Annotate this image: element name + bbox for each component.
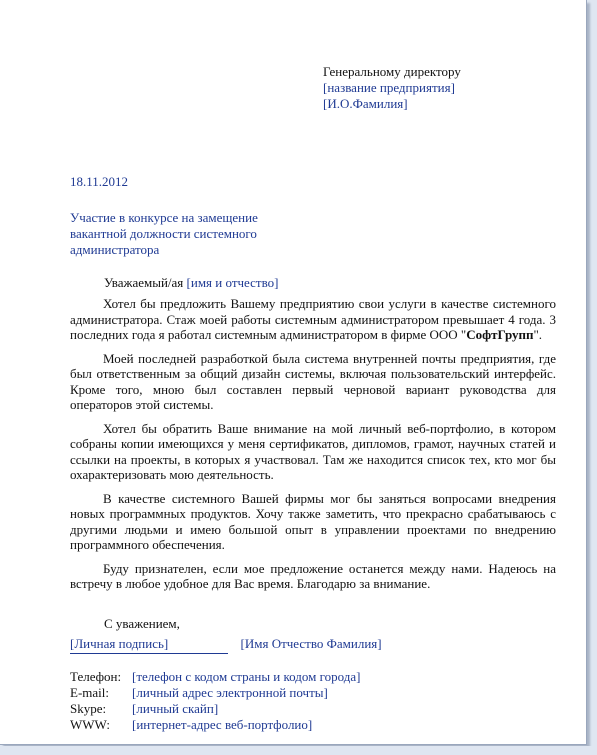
body-paragraph-4: В качестве системного Вашей фирмы мог бы заняться вопросами внедрения новых программных продуктов. Хочу также заметить, что прекрасно срабатываюсь с другими людьми и имею большой опыт в управлении проектами по внедрению программного обеспечения. [70, 490, 556, 552]
personal-signature-field[interactable]: [ Личная подпись ] [70, 636, 168, 651]
body-paragraph-2: Моей последней разработкой была система внутренней почты предприятия, где был ответственным за общий дизайн системы, включая пользовательский интерфейс. Кроме того, мною был составлен первый черновой вариант руководства для операторов этой системы. [70, 350, 556, 412]
company-name-field[interactable]: [ название предприятия ] [323, 80, 455, 95]
paragraph-1-text: Хотел бы предложить Вашему предприятию свои услуги в качестве системного администратора. Стаж моей работы системным администратором превышает 4 года. 3 последних года я работал системным администратором в фирме ООО " [70, 296, 556, 342]
body-paragraph-3: Хотел бы обратить Ваше внимание на мой личный веб-портфолио, в котором собраны копии имеющихся у меня сертификатов, дипломов, грамот, научных статей и ссылки на проекты, в которых я участвовал. Там же находится список тех, кто мог бы охарактеризовать мою деятельность. [70, 420, 556, 482]
salutation-name-field[interactable]: [ имя и отчество ] [187, 275, 279, 290]
body-paragraph-1 [70, 296, 556, 343]
recipient-name-field[interactable]: [ И.О.Фамилия ] [323, 96, 408, 111]
closing-phrase: С уважением, [104, 616, 180, 631]
workspace-background [0, 746, 597, 755]
letter-date: 18.11.2012 [70, 174, 129, 189]
company-brand-name: СофтГрупп [466, 327, 534, 342]
contacts-block [70, 669, 361, 733]
contact-label: WWW: [70, 717, 110, 732]
paragraph-1-end: ". [533, 327, 543, 342]
letter-body [70, 296, 556, 600]
recipient-block [323, 64, 461, 112]
contact-label: E-mail: [70, 685, 109, 700]
email-field[interactable]: [ личный адрес электронной почты ] [132, 685, 328, 700]
website-field[interactable]: [ интернет-адрес веб-портфолио ] [132, 717, 312, 732]
contact-row-email [70, 685, 361, 701]
signature-line [70, 636, 550, 654]
contact-row-phone [70, 669, 361, 685]
salutation-prefix: Уважаемый/ая [104, 275, 187, 290]
contact-label: Skype: [70, 701, 107, 716]
body-paragraph-5: Буду признателен, если мое предложение останется между нами. Надеюсь на встречу в любое удобное для Вас время. Благодарю за внимание. [70, 560, 556, 591]
full-name-field[interactable]: [ Имя Отчество Фамилия ] [241, 636, 382, 651]
contact-label: Телефон: [70, 669, 122, 684]
recipient-title: Генеральному директору [323, 64, 461, 79]
letter-subject: Участие в конкурсе на замещение вакантной должности системного администратора [70, 210, 258, 257]
contact-row-skype [70, 701, 361, 717]
skype-field[interactable]: [ личный скайп ] [132, 701, 218, 716]
salutation [104, 275, 278, 291]
phone-field[interactable]: [ телефон с кодом страны и кодом города ] [132, 669, 361, 684]
contact-row-www [70, 717, 361, 733]
